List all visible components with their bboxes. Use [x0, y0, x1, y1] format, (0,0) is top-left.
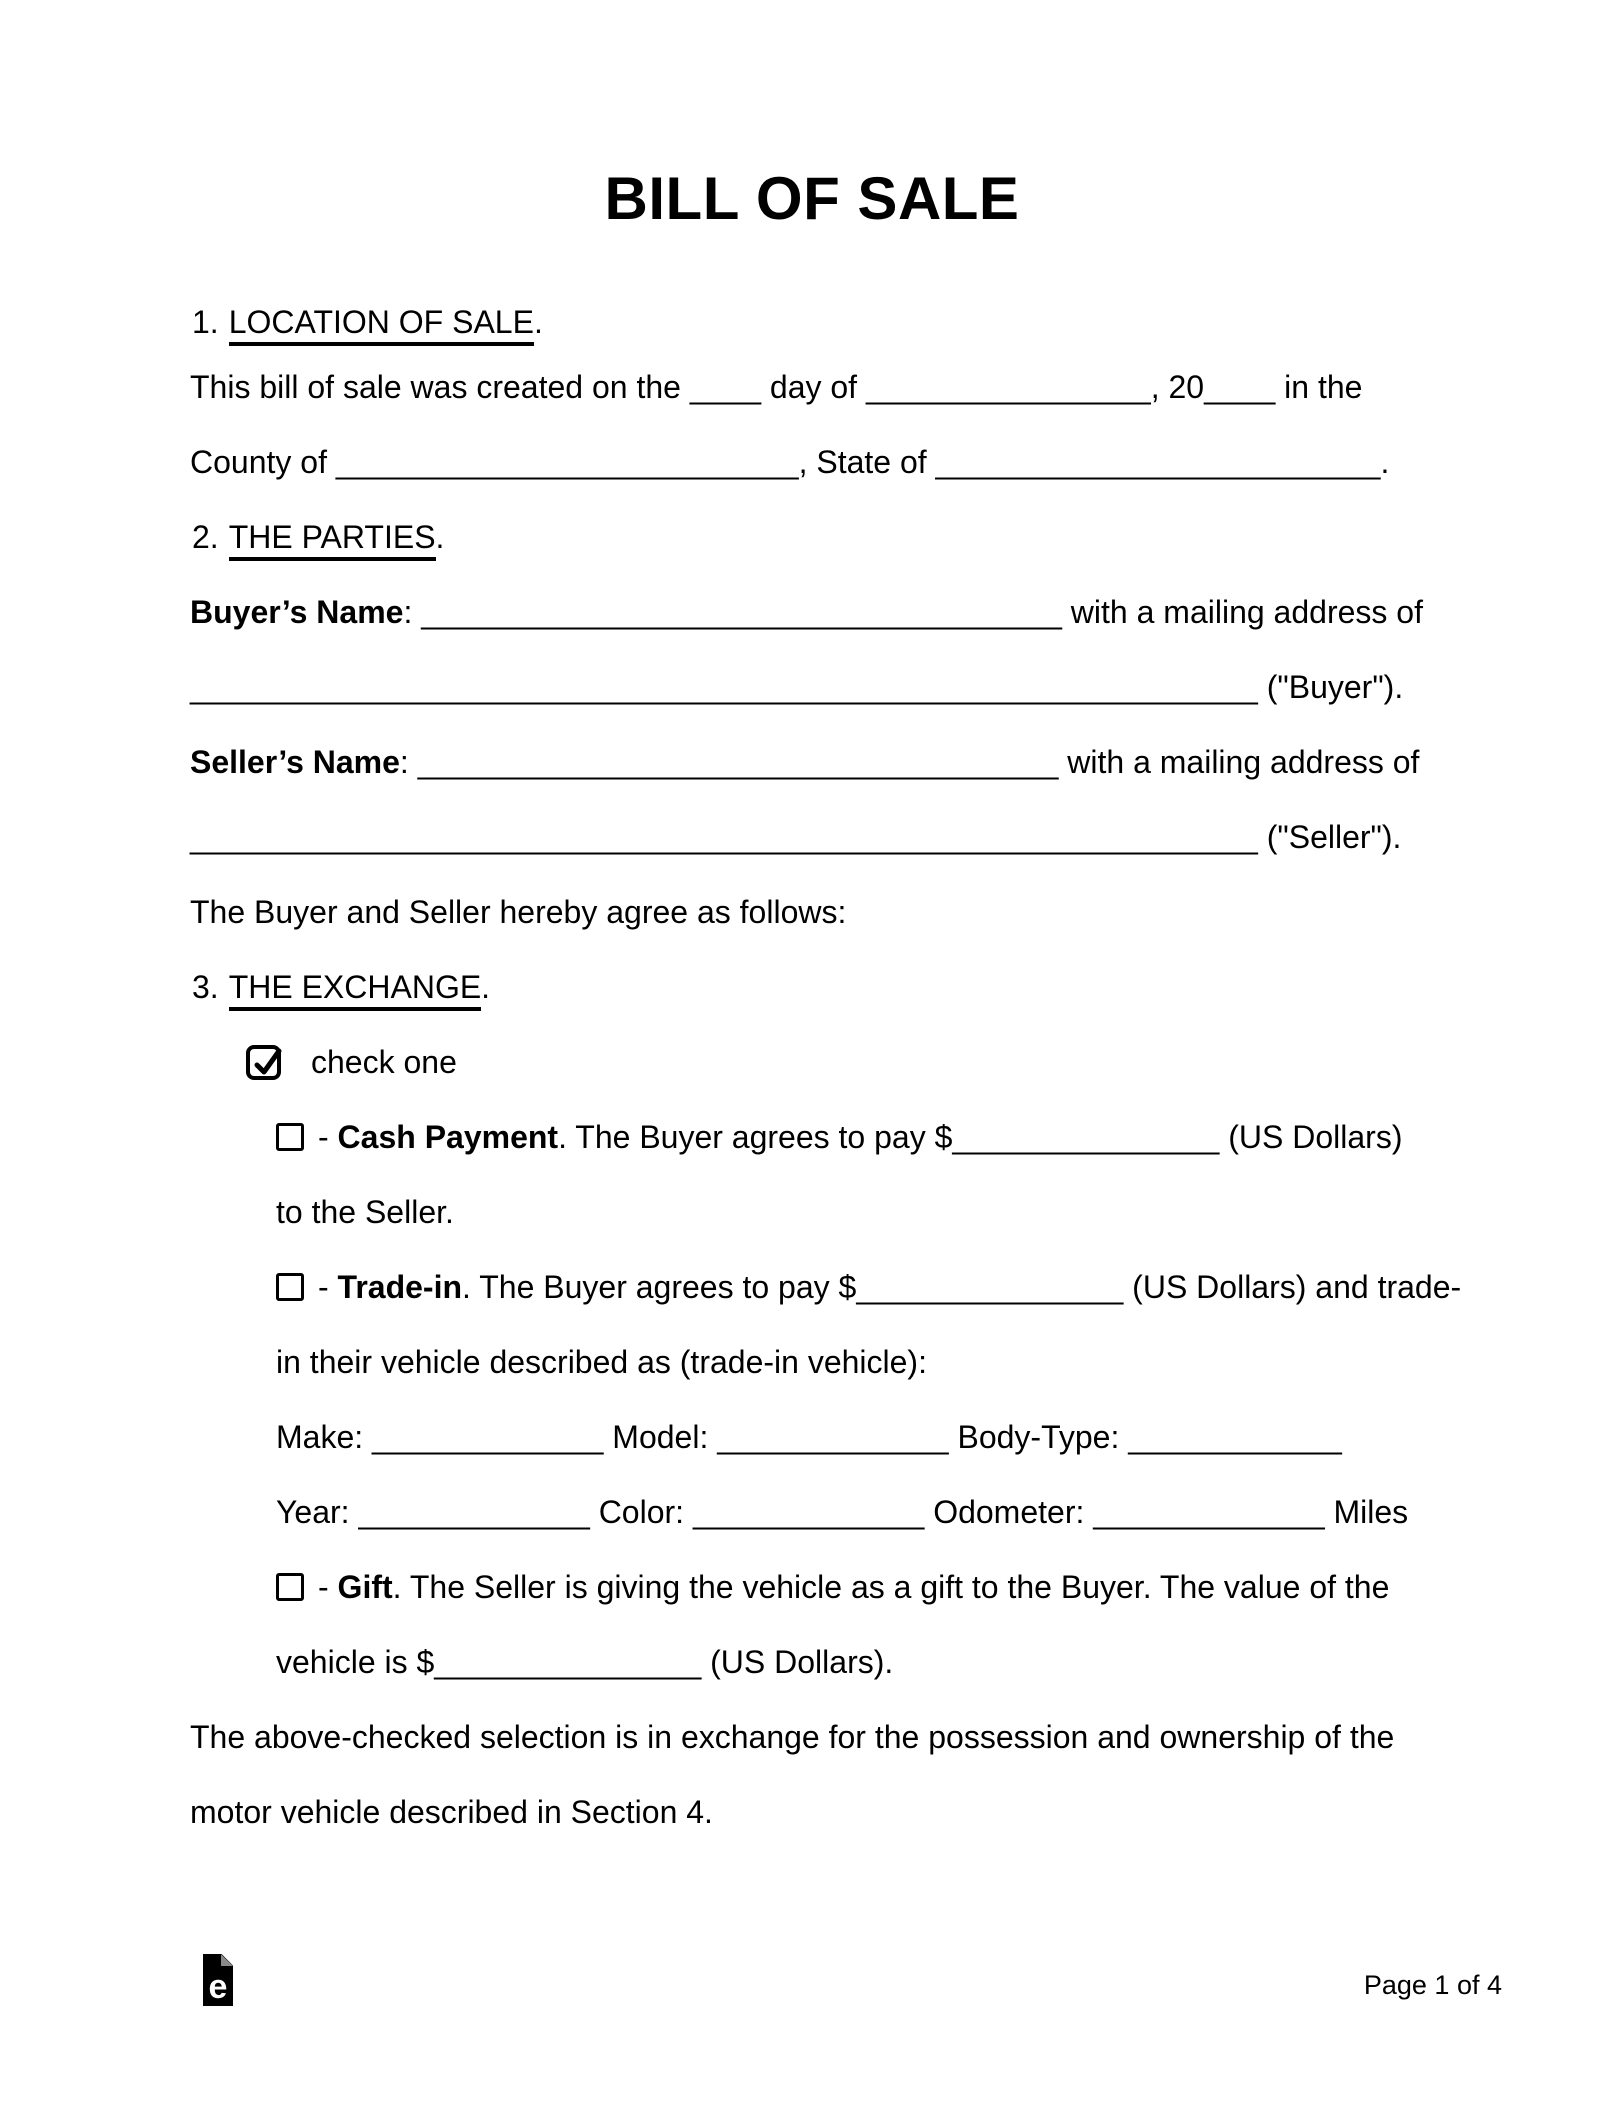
section-heading-exchange [192, 967, 490, 1007]
buyer-name-label: Buyer’s Name [190, 594, 404, 630]
section-number: 2. [192, 519, 219, 555]
gift-option-text: . The Seller is giving the vehicle as a gift to the Buyer. The value of the [392, 1569, 1390, 1605]
seller-name-blank: : ____________________________________ with a mailing address of [399, 744, 1420, 780]
gift-option-label: Gift [337, 1569, 393, 1605]
heading-period: . [533, 304, 543, 340]
buyer-name-line [190, 592, 1423, 632]
trade-option-text: . The Buyer agrees to pay $_______________ (US Dollars) and trade- [462, 1269, 1462, 1305]
check-one-line [246, 1042, 457, 1082]
cash-checkbox-icon[interactable] [276, 1123, 304, 1151]
seller-name-label: Seller’s Name [190, 744, 400, 780]
closing-line-2: motor vehicle described in Section 4. [190, 1794, 713, 1830]
cash-option-text: . The Buyer agrees to pay $_______________ (US Dollars) [558, 1119, 1403, 1155]
section-number: 1. [192, 304, 219, 340]
section-heading-text: LOCATION OF SALE [229, 304, 534, 346]
section-heading-text: THE PARTIES [229, 519, 436, 561]
gift-option-text-2: vehicle is $_______________ (US Dollars). [276, 1644, 894, 1680]
gift-checkbox-icon[interactable] [276, 1573, 304, 1601]
cash-option-label: Cash Payment [337, 1119, 559, 1155]
seller-name-line [190, 742, 1419, 782]
trade-option-text-2: in their vehicle described as (trade-in vehicle): [276, 1344, 927, 1380]
option-cash-line [276, 1117, 1402, 1157]
option-dash: - [318, 1569, 338, 1605]
logo-letter: e [208, 1968, 228, 2006]
cash-option-text-2: to the Seller. [276, 1194, 454, 1230]
buyer-address-line: ____________________________________________________________ ("Buyer"). [190, 669, 1404, 705]
heading-period: . [481, 969, 491, 1005]
eforms-logo [203, 1954, 233, 2006]
section-heading-parties [192, 517, 444, 557]
trade-option-label: Trade-in [337, 1269, 463, 1305]
option-gift-line [276, 1567, 1389, 1607]
section-heading-location [192, 302, 543, 342]
trade-vehicle-fields-2: Year: _____________ Color: _____________ Odometer: _____________ Miles [276, 1494, 1409, 1530]
section-heading-text: THE EXCHANGE [229, 969, 481, 1011]
date-line: This bill of sale was created on the ____ day of ________________, 20____ in the [190, 369, 1363, 405]
trade-checkbox-icon[interactable] [276, 1273, 304, 1301]
agreement-line: The Buyer and Seller hereby agree as follows: [190, 894, 847, 930]
seller-address-line: ____________________________________________________________ ("Seller"). [190, 819, 1402, 855]
county-state-line: County of __________________________, State of _________________________. [190, 444, 1390, 480]
page-title: BILL OF SALE [604, 165, 1020, 232]
option-dash: - [318, 1119, 338, 1155]
heading-period: . [435, 519, 445, 555]
option-trade-line [276, 1267, 1461, 1307]
trade-vehicle-fields-1: Make: _____________ Model: _____________ Body-Type: ____________ [276, 1419, 1342, 1455]
check-one-label: check one [311, 1044, 457, 1080]
checked-checkbox-icon[interactable] [246, 1045, 281, 1080]
section-number: 3. [192, 969, 219, 1005]
page-number: Page 1 of 4 [1363, 1970, 1502, 2000]
buyer-name-blank: : ____________________________________ with a mailing address of [403, 594, 1423, 630]
option-dash: - [318, 1269, 338, 1305]
closing-line-1: The above-checked selection is in exchange for the possession and ownership of the [190, 1719, 1395, 1755]
